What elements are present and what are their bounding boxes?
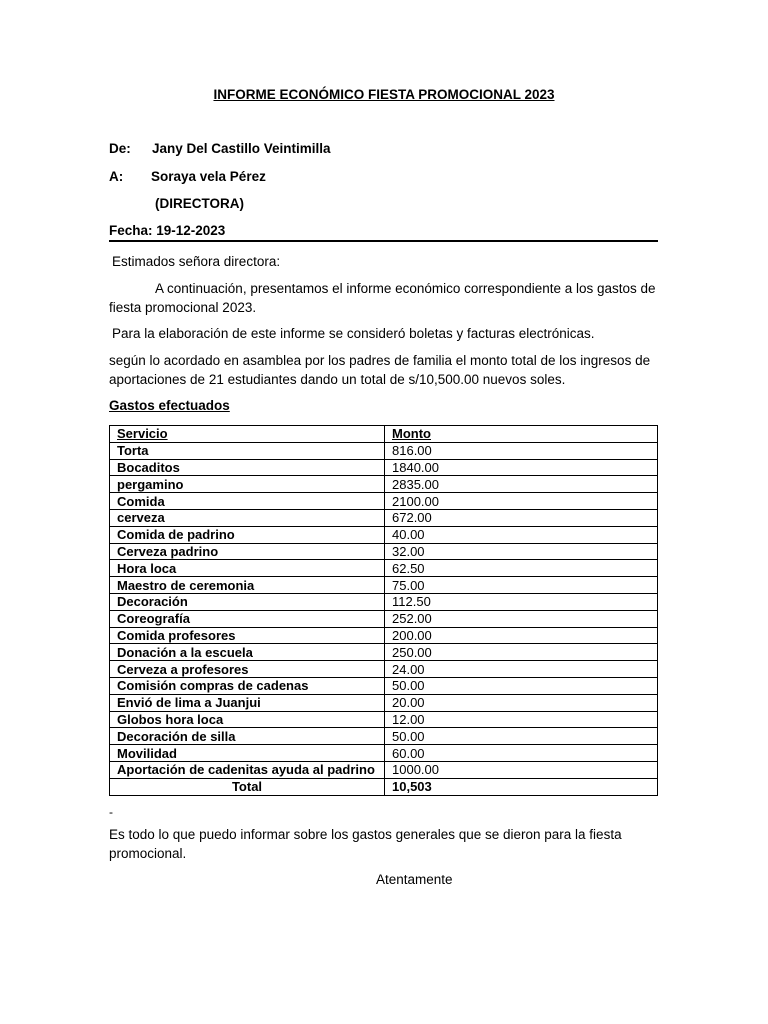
cell-monto: 2835.00 xyxy=(385,476,658,493)
paragraph-intro xyxy=(109,280,659,317)
cell-servicio: Cerveza a profesores xyxy=(110,661,385,678)
cell-monto: 62.50 xyxy=(385,560,658,577)
fecha: Fecha: 19-12-2023 xyxy=(109,223,226,238)
table-row xyxy=(110,661,658,678)
header-servicio: Servicio xyxy=(110,426,385,443)
cell-monto: 672.00 xyxy=(385,509,658,526)
paragraph-closing-line-2: promocional. xyxy=(109,845,187,861)
table-row xyxy=(110,493,658,510)
cell-monto: 250.00 xyxy=(385,644,658,661)
cell-monto: 24.00 xyxy=(385,661,658,678)
table-row xyxy=(110,627,658,644)
table-row xyxy=(110,745,658,762)
cell-servicio: Donación a la escuela xyxy=(110,644,385,661)
table-row xyxy=(110,610,658,627)
expenses-table xyxy=(109,425,658,796)
cell-servicio: Hora loca xyxy=(110,560,385,577)
paragraph-closing xyxy=(109,826,659,863)
cell-servicio: Comida profesores xyxy=(110,627,385,644)
table-row xyxy=(110,711,658,728)
table-row xyxy=(110,509,658,526)
document-title: INFORME ECONÓMICO FIESTA PROMOCIONAL 2023 xyxy=(213,87,555,102)
cell-monto: 2100.00 xyxy=(385,493,658,510)
cell-monto: 60.00 xyxy=(385,745,658,762)
a-role: (DIRECTORA) xyxy=(155,196,244,211)
cell-servicio: Comida xyxy=(110,493,385,510)
table-row xyxy=(110,526,658,543)
cell-servicio: Torta xyxy=(110,442,385,459)
cell-servicio: Decoración xyxy=(110,593,385,610)
total-value: 10,503 xyxy=(385,778,658,795)
a-label: A: xyxy=(109,169,124,184)
table-body xyxy=(110,442,658,778)
cell-servicio: Comida de padrino xyxy=(110,526,385,543)
total-label: Total xyxy=(110,778,385,795)
cell-monto: 40.00 xyxy=(385,526,658,543)
cell-servicio: Movilidad xyxy=(110,745,385,762)
cell-monto: 1840.00 xyxy=(385,459,658,476)
cell-monto: 200.00 xyxy=(385,627,658,644)
cell-servicio: Comisión compras de cadenas xyxy=(110,677,385,694)
cell-servicio: cerveza xyxy=(110,509,385,526)
cell-servicio: Envió de lima a Juanjui xyxy=(110,694,385,711)
table-row xyxy=(110,543,658,560)
a-value: Soraya vela Pérez xyxy=(151,169,266,184)
paragraph-intro-line-2: fiesta promocional 2023. xyxy=(109,299,257,315)
cell-servicio: Aportación de cadenitas ayuda al padrino xyxy=(110,761,385,778)
paragraph-closing-line-1: Es todo lo que puedo informar sobre los gastos generales que se dieron para la fiesta xyxy=(109,827,622,842)
table-row xyxy=(110,476,658,493)
cell-monto: 816.00 xyxy=(385,442,658,459)
cell-servicio: Coreografía xyxy=(110,610,385,627)
table-row xyxy=(110,694,658,711)
cell-monto: 112.50 xyxy=(385,593,658,610)
cell-servicio: Globos hora loca xyxy=(110,711,385,728)
table-row xyxy=(110,644,658,661)
cell-monto: 1000.00 xyxy=(385,761,658,778)
cell-monto: 12.00 xyxy=(385,711,658,728)
table-row xyxy=(110,560,658,577)
cell-monto: 75.00 xyxy=(385,577,658,594)
section-title: Gastos efectuados xyxy=(109,398,230,413)
paragraph-income-line-2: aportaciones de 21 estudiantes dando un total de s/10,500.00 nuevos soles. xyxy=(109,371,566,387)
table-row xyxy=(110,577,658,594)
table-row xyxy=(110,459,658,476)
cell-servicio: Bocaditos xyxy=(110,459,385,476)
signoff: Atentamente xyxy=(376,872,453,887)
paragraph-income xyxy=(109,352,659,389)
cell-monto: 32.00 xyxy=(385,543,658,560)
table-row xyxy=(110,677,658,694)
table-header-row xyxy=(110,426,658,443)
table-total-row xyxy=(110,778,658,795)
cell-monto: 252.00 xyxy=(385,610,658,627)
table-row xyxy=(110,442,658,459)
header-divider xyxy=(109,240,658,242)
cell-servicio: Cerveza padrino xyxy=(110,543,385,560)
cell-monto: 50.00 xyxy=(385,728,658,745)
table-row xyxy=(110,728,658,745)
paragraph-intro-line-1: A continuación, presentamos el informe económico correspondiente a los gastos de xyxy=(155,281,656,296)
cell-servicio: Maestro de ceremonia xyxy=(110,577,385,594)
cell-monto: 20.00 xyxy=(385,694,658,711)
cell-monto: 50.00 xyxy=(385,677,658,694)
dash-mark: - xyxy=(109,805,113,819)
header-monto: Monto xyxy=(385,426,658,443)
paragraph-income-line-1: según lo acordado en asamblea por los padres de familia el monto total de los ingresos de xyxy=(109,353,651,368)
table-row xyxy=(110,593,658,610)
paragraph-sources: Para la elaboración de este informe se consideró boletas y facturas electrónicas. xyxy=(112,326,595,341)
cell-servicio: pergamino xyxy=(110,476,385,493)
de-value: Jany Del Castillo Veintimilla xyxy=(152,141,331,156)
de-label: De: xyxy=(109,141,131,156)
greeting: Estimados señora directora: xyxy=(112,254,281,269)
table-row xyxy=(110,761,658,778)
cell-servicio: Decoración de silla xyxy=(110,728,385,745)
